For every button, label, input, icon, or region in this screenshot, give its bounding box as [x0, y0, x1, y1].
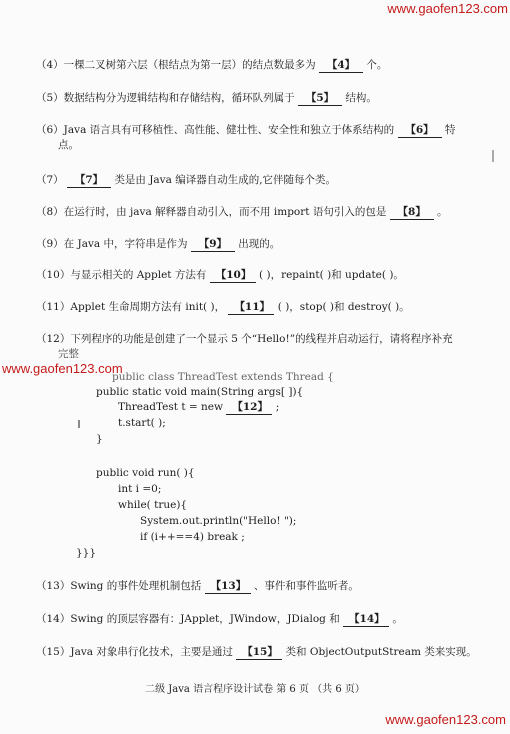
scan-speck [492, 150, 494, 162]
question-9-text: （9）在 Java 中，字符串是作为 [36, 238, 188, 250]
question-14 [36, 612, 403, 627]
question-8-text: （8）在运行时，由 java 解释器自动引入，而不用 import 语句引入的包是 [36, 206, 387, 218]
code-line-3-text: ThreadTest t = new [118, 401, 223, 413]
question-14-suffix: 。 [392, 613, 403, 625]
question-10-text: （10）与显示相关的 Applet 方法有 [36, 269, 207, 281]
answer-blank-12: 【12】 [226, 400, 272, 415]
question-5-text: （5）数据结构分为逻辑结构和存储结构，循环队列属于 [36, 92, 295, 104]
answer-blank-14: 【14】 [343, 612, 389, 627]
question-6-text: （6）Java 语言具有可移植性、高性能、健壮性、安全性和独立于体系结构的 [36, 124, 395, 136]
question-12-continuation: 完整 [58, 348, 79, 360]
watermark-top: www.gaofen123.com [387, 1, 508, 16]
answer-blank-10: 【10】 [210, 268, 256, 283]
question-10-suffix: ( )，repaint( )和 update( )。 [259, 269, 404, 281]
question-7-number: （7） [36, 174, 64, 186]
watermark-middle: www.gaofen123.com [2, 361, 123, 376]
question-4-text: （4）一棵二叉树第六层（根结点为第一层）的结点数最多为 [36, 59, 316, 71]
question-13-suffix: 、事件和事件监听者。 [253, 580, 359, 592]
code-line-2: public static void main(String args[ ]){ [96, 386, 304, 398]
answer-blank-5: 【5】 [298, 91, 342, 106]
question-9-suffix: 出现的。 [238, 238, 281, 250]
question-15-suffix: 类和 ObjectOutputStream 类来实现。 [285, 646, 477, 658]
question-11 [36, 300, 410, 315]
code-line-6: public void run( ){ [96, 467, 195, 479]
question-11-suffix: ( )，stop( )和 destroy( )。 [277, 301, 410, 313]
question-7-text: 类是由 Java 编译器自动生成的,它伴随每个类。 [114, 174, 337, 186]
code-line-8: while( true){ [118, 499, 188, 511]
code-line-1: public class ThreadTest extends Thread { [112, 371, 334, 383]
page-footer: 二级 Java 语言程序设计试卷 第 6 页 （共 6 页） [145, 684, 365, 695]
question-4 [36, 58, 387, 73]
code-line-3 [118, 400, 279, 415]
answer-blank-9: 【9】 [191, 237, 235, 252]
question-5-suffix: 结构。 [345, 92, 377, 104]
question-6-suffix: 特 [444, 124, 456, 136]
answer-blank-6: 【6】 [398, 123, 442, 138]
code-line-3-suffix: ; [275, 401, 280, 413]
question-4-suffix: 个。 [366, 59, 388, 71]
question-6 [36, 123, 455, 138]
answer-blank-7: 【7】 [67, 173, 111, 188]
answer-blank-4: 【4】 [319, 58, 363, 73]
question-11-text: （11）Applet 生命周期方法有 init( )， [36, 301, 226, 313]
code-line-4: t.start( ); [118, 417, 166, 429]
question-13-text: （13）Swing 的事件处理机制包括 [36, 580, 202, 592]
question-12: （12）下列程序的功能是创建了一个显示 5 个“Hello!”的线程并启动运行，请将程序补充 [36, 333, 453, 345]
question-9 [36, 237, 280, 252]
question-14-text: （14）Swing 的顶层容器有：JApplet，JWindow，JDialog 和 [36, 613, 340, 625]
code-line-10: if (i++==4) break ; [140, 531, 245, 543]
answer-blank-11: 【11】 [228, 300, 274, 315]
scan-speck [78, 420, 80, 428]
code-line-5: } [96, 433, 103, 445]
answer-blank-13: 【13】 [205, 579, 251, 594]
question-6-continuation: 点。 [58, 139, 79, 151]
question-13 [36, 579, 359, 594]
question-7 [36, 173, 336, 188]
code-line-9: System.out.println("Hello! "); [140, 515, 297, 527]
watermark-bottom: www.gaofen123.com [385, 712, 506, 727]
code-line-11: }}} [76, 547, 97, 559]
question-8-suffix: 。 [437, 206, 448, 218]
answer-blank-15: 【15】 [236, 645, 282, 660]
question-10 [36, 268, 404, 283]
question-8 [36, 205, 448, 220]
answer-blank-8: 【8】 [390, 205, 434, 220]
question-15 [36, 645, 477, 660]
question-15-text: （15）Java 对象串行化技术，主要是通过 [36, 646, 233, 658]
code-line-7: int i =0; [118, 483, 162, 495]
question-5 [36, 91, 377, 106]
